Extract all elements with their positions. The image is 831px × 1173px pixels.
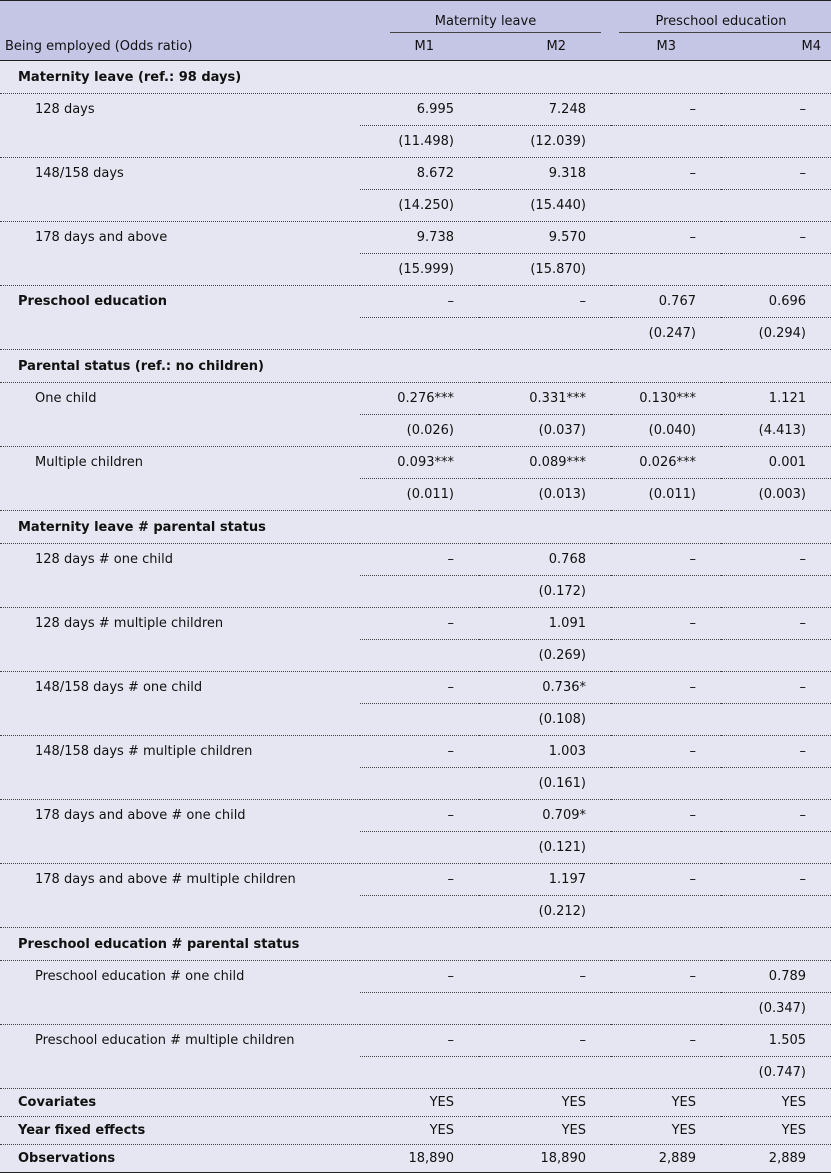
observations-row: Observations 18,890 18,890 2,889 2,889 [0,1145,831,1173]
table-row: 178 days and above # multiple children – 1.197 – – [0,864,831,896]
table-row: 148/158 days 8.672 9.318 – – [0,158,831,190]
table-row: (0.108) [0,704,831,736]
section-maternity: Maternity leave (ref.: 98 days) [0,61,831,94]
year-fe-row: Year fixed effects YES YES YES YES [0,1117,831,1145]
row-header-label: Being employed (Odds ratio) [5,38,193,54]
table-row: 128 days # multiple children – 1.091 – – [0,608,831,640]
table-row: (14.250) (15.440) [0,190,831,222]
table-row: (0.011) (0.013) (0.011) (0.003) [0,479,831,511]
col-header-m1: M1 [414,38,434,54]
section-parental: Parental status (ref.: no children) [0,350,831,383]
table-row: Preschool education # multiple children – – – 1.505 [0,1025,831,1057]
table-row: (15.999) (15.870) [0,254,831,286]
table-row: 148/158 days # one child – 0.736* – – [0,672,831,704]
table-row: (0.747) [0,1057,831,1089]
table-row: (0.269) [0,640,831,672]
table-row: Preschool education – – 0.767 0.696 [0,286,831,318]
table-row: 178 days and above # one child – 0.709* – – [0,800,831,832]
table-row: 178 days and above 9.738 9.570 – – [0,222,831,254]
table-row: 128 days 6.995 7.248 – – [0,94,831,126]
table-row: 148/158 days # multiple children – 1.003 – – [0,736,831,768]
table-row: One child 0.276*** 0.331*** 0.130*** 1.121 [0,383,831,415]
table-row: Multiple children 0.093*** 0.089*** 0.026*** 0.001 [0,447,831,479]
table-row: (0.161) [0,768,831,800]
table-row: (0.247) (0.294) [0,318,831,350]
table-row: (0.347) [0,993,831,1025]
col-header-m3: M3 [656,38,676,54]
section-preschool: Preschool education [18,294,168,310]
table-row: 128 days # one child – 0.768 – – [0,544,831,576]
section-ps-interaction: Preschool education # parental status [0,928,831,961]
group-header-preschool: Preschool education [611,1,831,33]
col-header-m2: M2 [546,38,566,54]
table-row: (0.212) [0,896,831,928]
group-header-maternity: Maternity leave [360,1,611,33]
table-row: Preschool education # one child – – – 0.789 [0,961,831,993]
covariates-row: Covariates YES YES YES YES [0,1089,831,1117]
table-row: (0.121) [0,832,831,864]
table-row: (11.498) (12.039) [0,126,831,158]
table-row: (0.026) (0.037) (0.040) (4.413) [0,415,831,447]
table-row: (0.172) [0,576,831,608]
section-ml-interaction: Maternity leave # parental status [0,511,831,544]
col-header-m4: M4 [801,38,822,54]
